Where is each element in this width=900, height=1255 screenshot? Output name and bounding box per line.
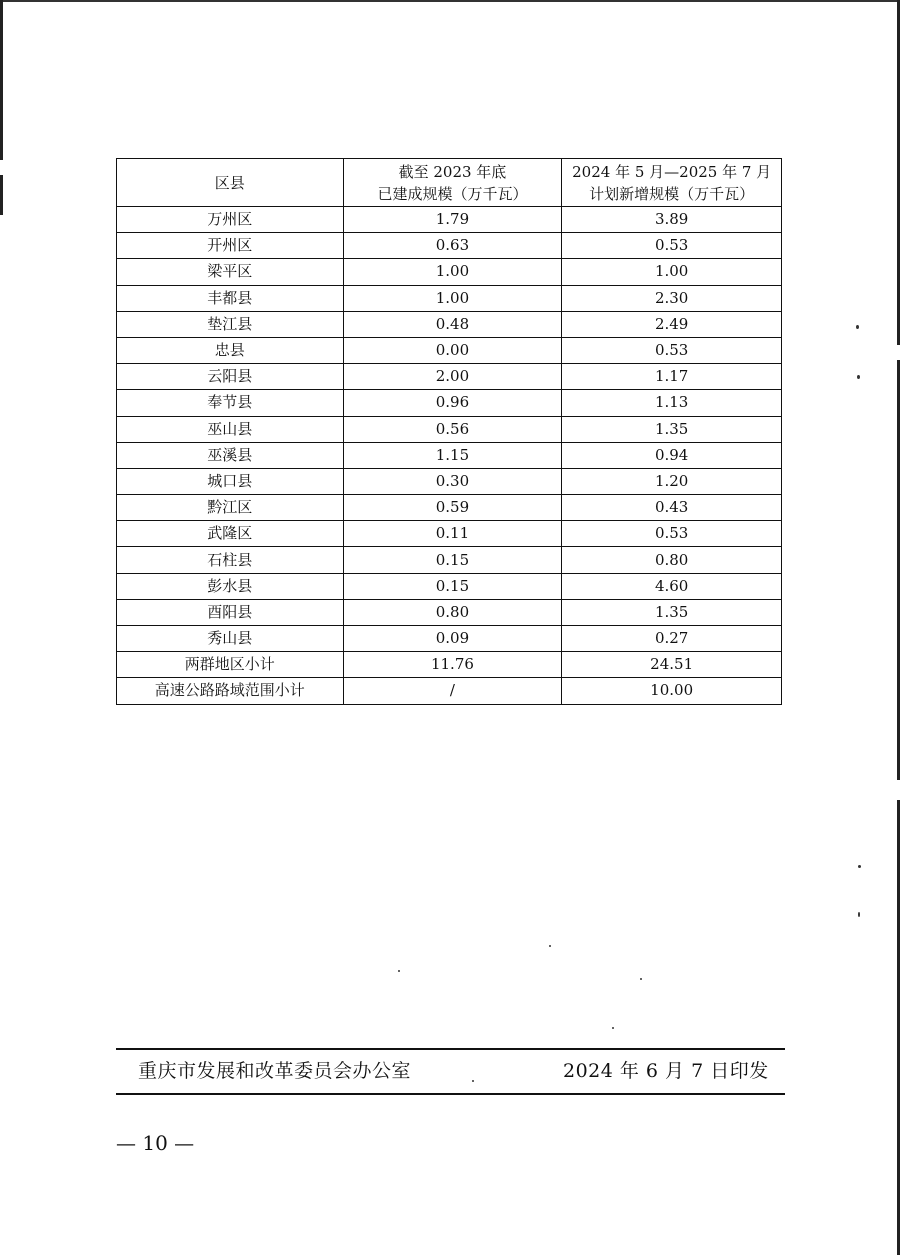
table-row	[117, 364, 782, 390]
scan-speck	[549, 945, 551, 947]
built-capacity-cell: 1.00	[343, 285, 562, 311]
planned-capacity-cell: 0.94	[562, 442, 782, 468]
table-row	[117, 233, 782, 259]
column-header-line: 2024 年 5 月—2025 年 7 月	[572, 162, 772, 181]
column-header	[117, 159, 344, 207]
planned-capacity-cell: 0.27	[562, 626, 782, 652]
district-cell: 梁平区	[117, 259, 344, 285]
district-cell: 丰都县	[117, 285, 344, 311]
district-cell: 武隆区	[117, 521, 344, 547]
built-capacity-cell: 0.00	[343, 337, 562, 363]
column-header-line: 计划新增规模（万千瓦）	[589, 184, 755, 203]
scan-speck	[857, 375, 860, 379]
district-cell: 酉阳县	[117, 599, 344, 625]
district-cell: 高速公路路域范围小计	[117, 678, 344, 704]
district-cell: 石柱县	[117, 547, 344, 573]
scan-edge-left	[0, 175, 3, 215]
built-capacity-cell: 1.00	[343, 259, 562, 285]
built-capacity-cell: 0.15	[343, 547, 562, 573]
table-row	[117, 311, 782, 337]
table-row	[117, 678, 782, 704]
planned-capacity-cell: 24.51	[562, 652, 782, 678]
scan-speck	[858, 865, 861, 868]
table-row	[117, 416, 782, 442]
planned-capacity-cell: 0.43	[562, 495, 782, 521]
planned-capacity-cell: 3.89	[562, 207, 782, 233]
column-header-line: 已建成规模（万千瓦）	[377, 184, 528, 203]
scan-speck	[472, 1080, 474, 1082]
district-cell: 巫山县	[117, 416, 344, 442]
table-header-row	[117, 159, 782, 207]
district-cell: 奉节县	[117, 390, 344, 416]
table-row	[117, 652, 782, 678]
built-capacity-cell: 0.11	[343, 521, 562, 547]
built-capacity-cell: 0.63	[343, 233, 562, 259]
planned-capacity-cell: 2.49	[562, 311, 782, 337]
table-row	[117, 285, 782, 311]
table-row	[117, 390, 782, 416]
built-capacity-cell: 0.15	[343, 573, 562, 599]
table-row	[117, 547, 782, 573]
planned-capacity-cell: 0.80	[562, 547, 782, 573]
scan-speck	[856, 325, 859, 329]
built-capacity-cell: 1.79	[343, 207, 562, 233]
footer-rule	[116, 1093, 785, 1095]
district-cell: 彭水县	[117, 573, 344, 599]
planned-capacity-cell: 1.00	[562, 259, 782, 285]
built-capacity-cell: 0.48	[343, 311, 562, 337]
table-row	[117, 521, 782, 547]
scan-speck	[858, 912, 860, 917]
table-row	[117, 207, 782, 233]
scan-edge-top	[0, 0, 900, 2]
planned-capacity-cell: 1.20	[562, 468, 782, 494]
planned-capacity-cell: 1.35	[562, 416, 782, 442]
planned-capacity-cell: 0.53	[562, 521, 782, 547]
scan-speck	[612, 1027, 614, 1029]
district-cell: 巫溪县	[117, 442, 344, 468]
footer-rule	[116, 1048, 785, 1050]
district-cell: 垫江县	[117, 311, 344, 337]
planned-capacity-cell: 10.00	[562, 678, 782, 704]
built-capacity-cell: 2.00	[343, 364, 562, 390]
column-header-line: 区县	[214, 173, 245, 192]
column-header-line: 截至 2023 年底	[398, 162, 507, 181]
planned-capacity-cell: 0.53	[562, 233, 782, 259]
table-row	[117, 259, 782, 285]
table-row	[117, 468, 782, 494]
table-row	[117, 495, 782, 521]
page-number: — 10 —	[116, 1131, 195, 1155]
planned-capacity-cell: 1.17	[562, 364, 782, 390]
planned-capacity-cell: 4.60	[562, 573, 782, 599]
table-row	[117, 573, 782, 599]
district-cell: 忠县	[117, 337, 344, 363]
planned-capacity-cell: 0.53	[562, 337, 782, 363]
built-capacity-cell: 1.15	[343, 442, 562, 468]
district-cell: 两群地区小计	[117, 652, 344, 678]
district-cell: 秀山县	[117, 626, 344, 652]
built-capacity-cell: 0.09	[343, 626, 562, 652]
district-cell: 开州区	[117, 233, 344, 259]
column-header	[562, 159, 782, 207]
built-capacity-cell: /	[343, 678, 562, 704]
built-capacity-cell: 0.96	[343, 390, 562, 416]
table-row	[117, 599, 782, 625]
planned-capacity-cell: 1.35	[562, 599, 782, 625]
district-cell: 万州区	[117, 207, 344, 233]
planned-capacity-cell: 2.30	[562, 285, 782, 311]
planned-capacity-cell: 1.13	[562, 390, 782, 416]
built-capacity-cell: 0.30	[343, 468, 562, 494]
scan-edge-left	[0, 0, 3, 160]
district-cell: 云阳县	[117, 364, 344, 390]
capacity-table	[116, 158, 782, 705]
built-capacity-cell: 0.59	[343, 495, 562, 521]
built-capacity-cell: 0.80	[343, 599, 562, 625]
issuer-office: 重庆市发展和改革委员会办公室	[138, 1060, 412, 1082]
district-cell: 黔江区	[117, 495, 344, 521]
table-row	[117, 626, 782, 652]
table-row	[117, 442, 782, 468]
scan-speck	[640, 978, 642, 980]
district-cell: 城口县	[117, 468, 344, 494]
scan-speck	[398, 970, 400, 972]
built-capacity-cell: 0.56	[343, 416, 562, 442]
issue-date: 2024 年 6 月 7 日印发	[563, 1060, 769, 1082]
column-header	[343, 159, 562, 207]
built-capacity-cell: 11.76	[343, 652, 562, 678]
table-row	[117, 337, 782, 363]
